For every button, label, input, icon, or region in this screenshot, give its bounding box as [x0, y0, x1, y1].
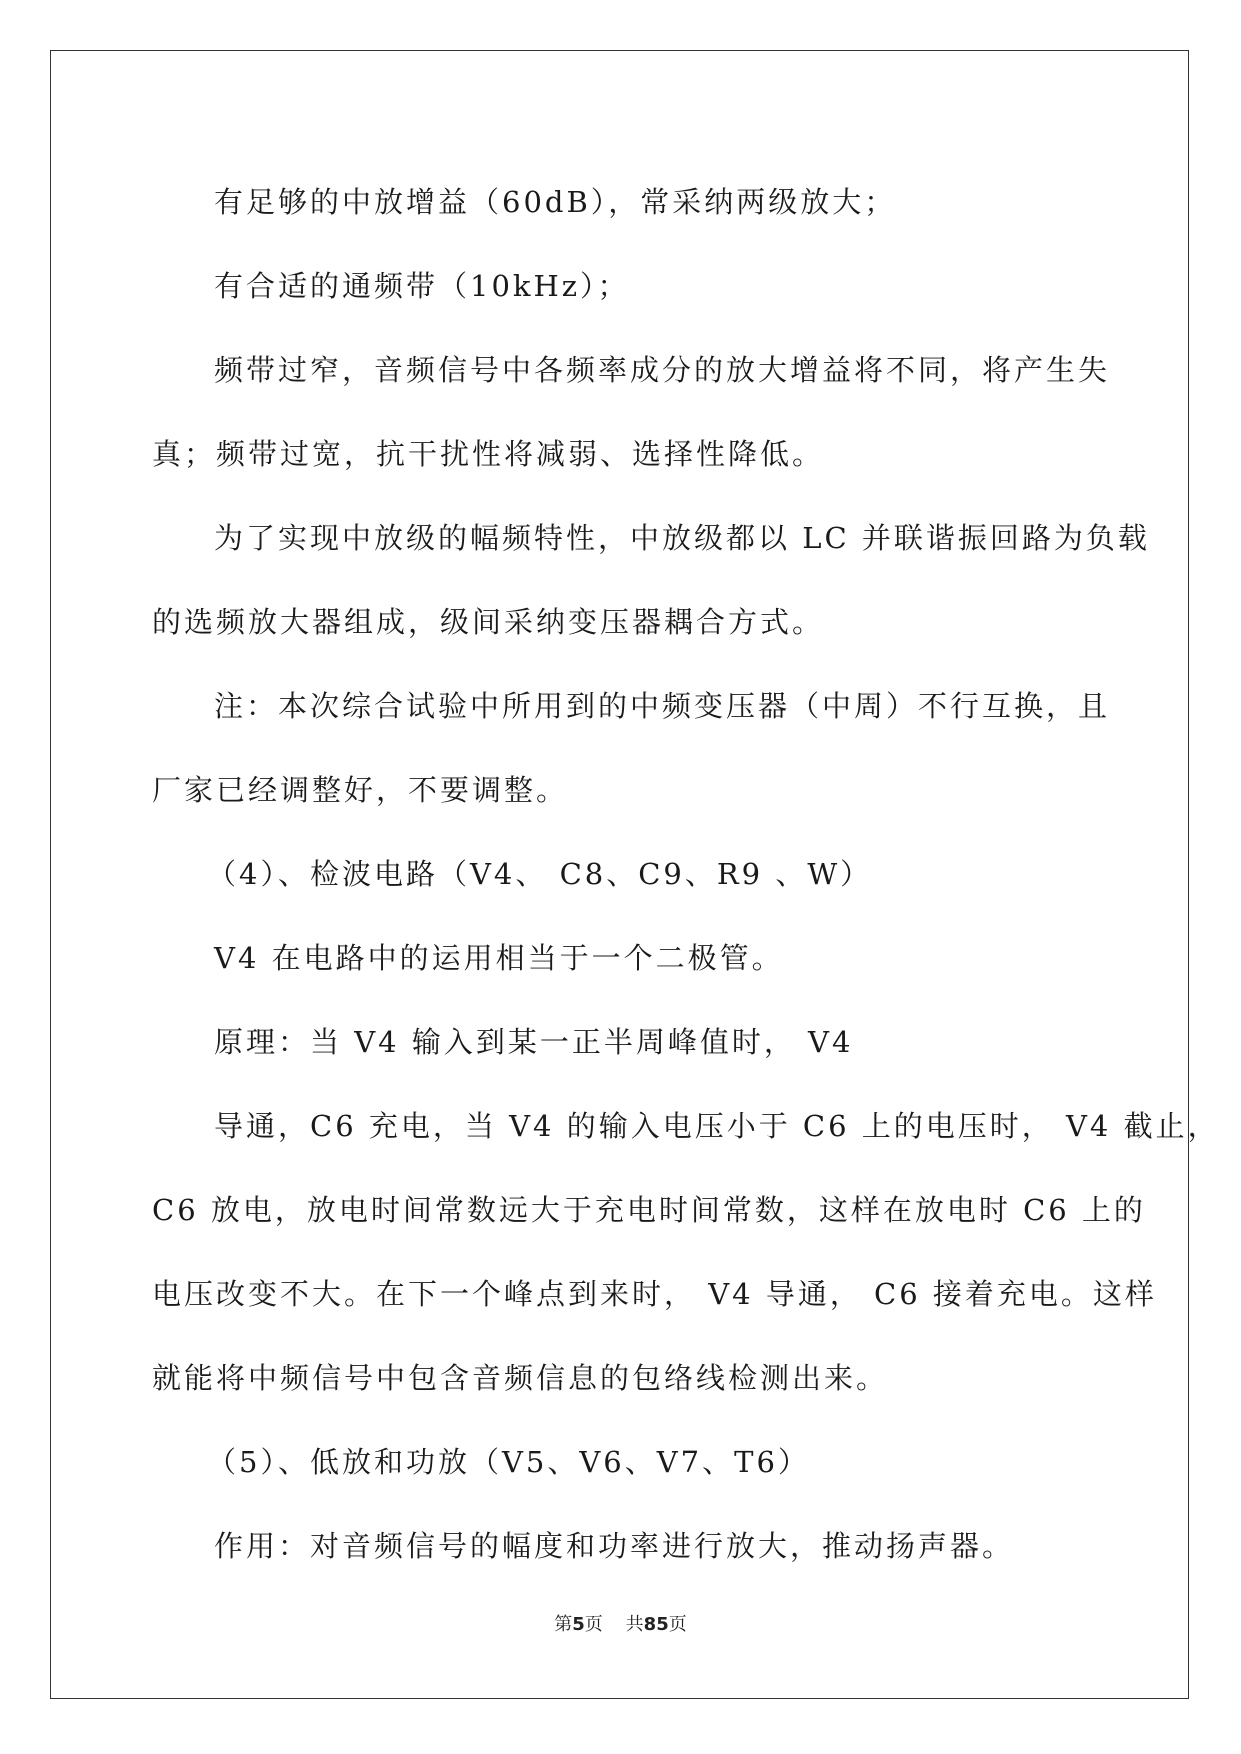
- paragraph-line: 厂家已经调整好，不要调整。: [152, 773, 569, 807]
- paragraph-line: V4 在电路中的运用相当于一个二极管。: [214, 941, 784, 975]
- paragraph-line: 真；频带过宽，抗干扰性将减弱、选择性降低。: [152, 437, 825, 471]
- paragraph-line: 频带过窄，音频信号中各频率成分的放大增益将不同，将产生失: [214, 353, 1111, 387]
- current-page-number: 5: [572, 1614, 585, 1635]
- footer-page-suffix: 页: [584, 1614, 603, 1635]
- total-page-count: 85: [643, 1614, 669, 1635]
- section-heading: （4）、检波电路（V4、 C8、C9、R9 、W）: [207, 857, 873, 891]
- paragraph-line: 有合适的通频带（10kHz）；: [214, 269, 630, 303]
- page-footer: [0, 1610, 1241, 1636]
- paragraph-line: 为了实现中放级的幅频特性，中放级都以 LC 并联谐振回路为负载: [214, 521, 1150, 555]
- footer-prefix: 第: [554, 1614, 573, 1635]
- paragraph-line: 原理：当 V4 输入到某一正半周峰值时， V4: [214, 1025, 854, 1059]
- footer-total-prefix: 共: [625, 1614, 644, 1635]
- paragraph-line: 的选频放大器组成，级间采纳变压器耦合方式。: [152, 605, 825, 639]
- paragraph-line: 作用：对音频信号的幅度和功率进行放大，推动扬声器。: [214, 1529, 1015, 1563]
- paragraph-line: 导通，C6 充电，当 V4 的输入电压小于 C6 上的电压时， V4 截止，: [214, 1109, 1220, 1143]
- paragraph-line: 就能将中频信号中包含音频信息的包络线检测出来。: [152, 1361, 889, 1395]
- paragraph-line: 注：本次综合试验中所用到的中频变压器（中周）不行互换，且: [214, 689, 1111, 723]
- footer-total-suffix: 页: [668, 1614, 687, 1635]
- paragraph-line: 有足够的中放增益（60dB），常采纳两级放大；: [214, 185, 897, 219]
- paragraph-line: 电压改变不大。在下一个峰点到来时， V4 导通， C6 接着充电。这样: [152, 1277, 1157, 1311]
- section-heading: （5）、低放和功放（V5、V6、V7、T6）: [207, 1445, 810, 1479]
- document-body: [152, 160, 1220, 1588]
- paragraph-line: C6 放电，放电时间常数远大于充电时间常数，这样在放电时 C6 上的: [152, 1193, 1146, 1227]
